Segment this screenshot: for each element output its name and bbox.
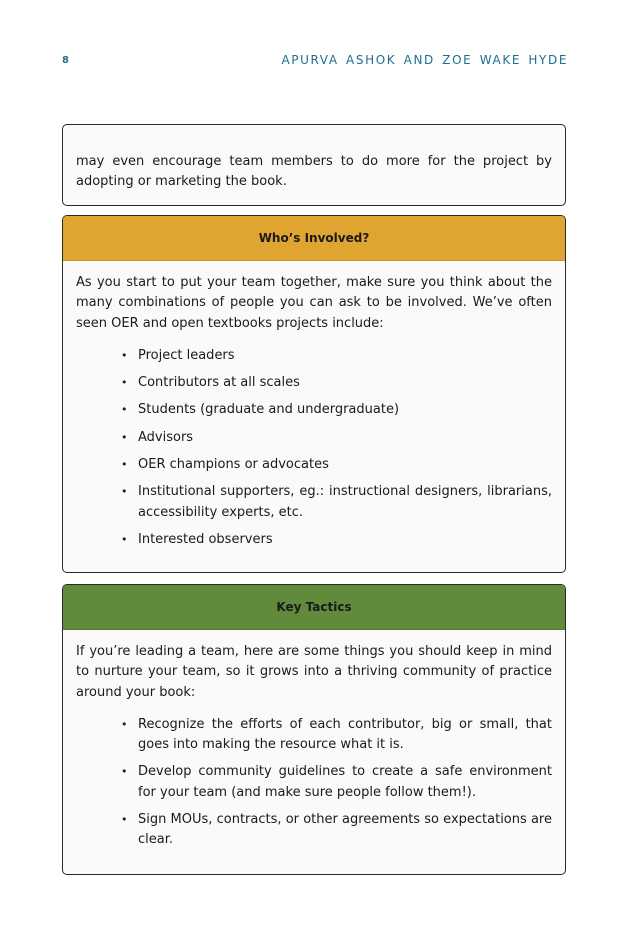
continued-paragraph: may even encourage team members to do more for the project by adopting or marketing the book. (76, 154, 552, 190)
continued-box-body (63, 125, 565, 193)
list-item-text: Sign MOUs, contracts, or other agreements so expectations are clear. (138, 812, 552, 848)
list-item (121, 762, 552, 803)
bullet-icon: • (121, 532, 128, 546)
key-tactics-title: Key Tactics (276, 600, 352, 614)
list-item (121, 373, 552, 393)
key-tactics-body (63, 630, 565, 851)
list-item-text: Interested observers (138, 531, 273, 547)
bullet-icon: • (121, 430, 128, 444)
list-item (121, 715, 552, 756)
key-tactics-intro: If you’re leading a team, here are some things you should keep in mind to nurture your team, so it grows into a thriving community of practice around your book: (76, 644, 552, 700)
list-item (121, 455, 552, 475)
list-item-text: Advisors (138, 429, 194, 445)
bullet-icon: • (121, 765, 128, 779)
list-item-text: Recognize the efforts of each contributor, big or small, that goes into making the resource what it is. (138, 716, 552, 753)
bullet-icon: • (121, 485, 128, 499)
key-tactics-box (62, 584, 566, 875)
whos-involved-title: Who’s Involved? (258, 231, 370, 245)
list-item-text: Contributors at all scales (138, 375, 300, 391)
list-item-text: Project leaders (138, 347, 235, 363)
bullet-icon: • (121, 403, 128, 417)
bullet-icon: • (121, 376, 128, 390)
bullet-icon: • (121, 813, 128, 827)
running-head: APURVA ASHOK AND ZOE WAKE HYDE (281, 53, 568, 67)
whos-involved-header (63, 216, 565, 261)
list-item (121, 482, 552, 523)
list-item (121, 346, 552, 366)
page-number: 8 (62, 55, 70, 66)
page-header (62, 55, 568, 71)
key-tactics-header (63, 585, 565, 630)
continued-text-box (62, 124, 566, 206)
key-tactics-list (76, 715, 552, 851)
whos-involved-box (62, 215, 566, 573)
list-item (121, 400, 552, 420)
bullet-icon: • (121, 458, 128, 472)
list-item (121, 810, 552, 851)
list-item-text: Students (graduate and undergraduate) (138, 402, 400, 418)
whos-involved-body (63, 261, 565, 550)
list-item-text: Institutional supporters, eg.: instructional designers, librarians, accessibility experts, etc. (138, 484, 552, 520)
list-item-text: Develop community guidelines to create a safe environment for your team (and make sure people follow them!). (138, 764, 552, 800)
bullet-icon: • (121, 348, 128, 362)
bullet-icon: • (121, 717, 128, 731)
list-item-text: OER champions or advocates (138, 457, 329, 473)
list-item (121, 428, 552, 448)
list-item (121, 530, 552, 550)
whos-involved-list (76, 346, 552, 550)
whos-involved-intro: As you start to put your team together, make sure you think about the many combinations of people you can ask to be involved. We’ve often seen OER and open textbooks projects include: (76, 275, 552, 331)
